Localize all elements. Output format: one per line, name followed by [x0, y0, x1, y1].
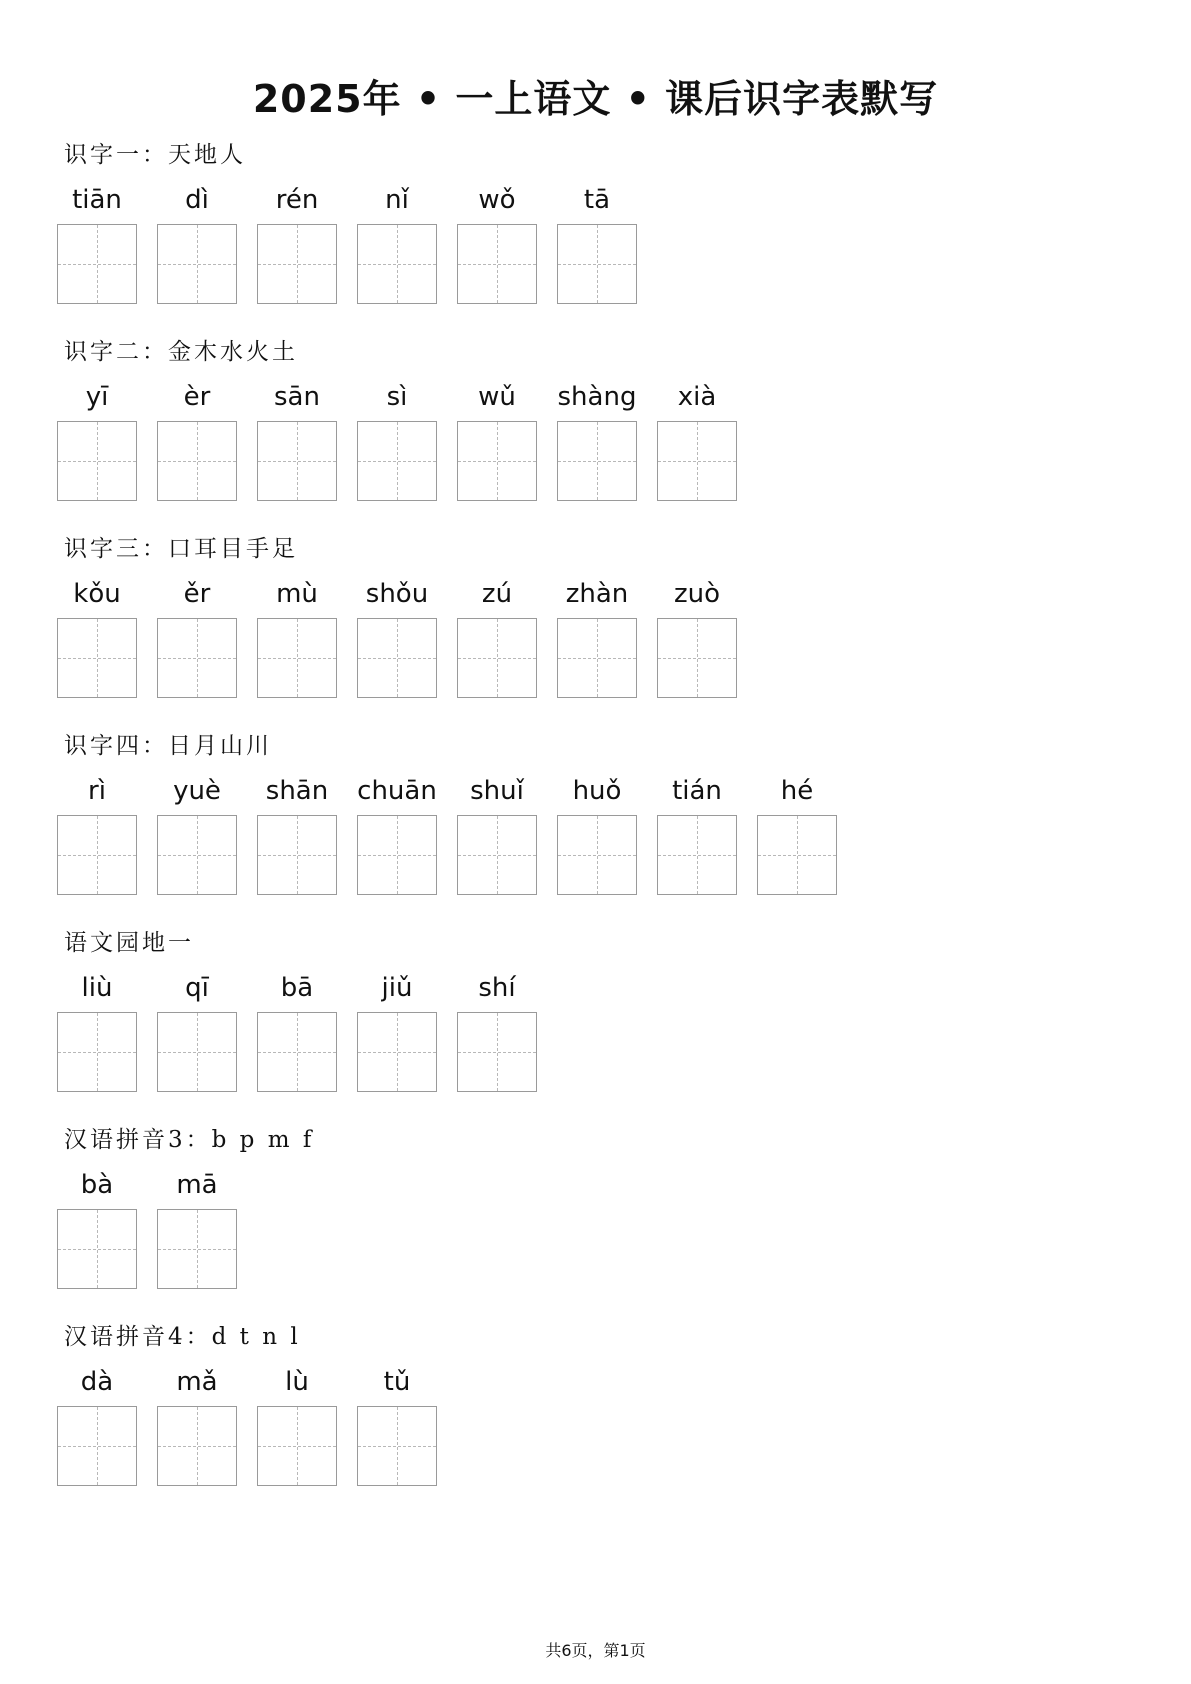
- section-title: 汉语拼音4：d t n l: [64, 1324, 301, 1350]
- guide-line-horizontal: [658, 461, 736, 462]
- pinyin-label: nǐ: [385, 185, 409, 215]
- tianzige-box[interactable]: [657, 618, 737, 698]
- guide-line-horizontal: [358, 461, 436, 462]
- guide-line-horizontal: [458, 1052, 536, 1053]
- pinyin-label: tā: [583, 185, 611, 215]
- guide-line-horizontal: [158, 1052, 236, 1053]
- guide-line-horizontal: [558, 658, 636, 659]
- guide-line-horizontal: [558, 264, 636, 265]
- pinyin-label: shí: [478, 973, 516, 1003]
- page-footer: 共6页，第1页: [545, 1641, 646, 1660]
- tianzige-box[interactable]: [557, 224, 637, 304]
- guide-line-horizontal: [358, 1446, 436, 1447]
- guide-line-horizontal: [558, 855, 636, 856]
- guide-line-horizontal: [158, 658, 236, 659]
- tianzige-box[interactable]: [357, 1012, 437, 1092]
- pinyin-label: zuò: [673, 579, 721, 609]
- tianzige-box[interactable]: [57, 421, 137, 501]
- pinyin-label: kǒu: [73, 579, 121, 609]
- pinyin-label: sān: [274, 382, 320, 412]
- tianzige-box[interactable]: [457, 618, 537, 698]
- pinyin-label: bà: [80, 1170, 114, 1200]
- pinyin-label: yuè: [173, 776, 221, 806]
- tianzige-box[interactable]: [257, 421, 337, 501]
- pinyin-label: shàng: [557, 382, 637, 412]
- guide-line-horizontal: [458, 658, 536, 659]
- guide-line-horizontal: [458, 264, 536, 265]
- guide-line-horizontal: [358, 264, 436, 265]
- tianzige-box[interactable]: [557, 421, 637, 501]
- pinyin-label: shān: [265, 776, 329, 806]
- tianzige-box[interactable]: [457, 815, 537, 895]
- pinyin-label: èr: [183, 382, 211, 412]
- section-title: 汉语拼音3：b p m f: [64, 1127, 315, 1153]
- guide-line-horizontal: [258, 264, 336, 265]
- tianzige-box[interactable]: [57, 224, 137, 304]
- pinyin-label: tián: [672, 776, 722, 806]
- tianzige-box[interactable]: [257, 618, 337, 698]
- tianzige-box[interactable]: [257, 1406, 337, 1486]
- tianzige-box[interactable]: [157, 1209, 237, 1289]
- tianzige-box[interactable]: [157, 1012, 237, 1092]
- tianzige-box[interactable]: [157, 815, 237, 895]
- guide-line-horizontal: [158, 855, 236, 856]
- guide-line-horizontal: [158, 461, 236, 462]
- guide-line-horizontal: [558, 461, 636, 462]
- tianzige-box[interactable]: [557, 618, 637, 698]
- pinyin-label: mā: [176, 1170, 218, 1200]
- pinyin-label: shuǐ: [470, 776, 524, 806]
- tianzige-box[interactable]: [57, 1012, 137, 1092]
- pinyin-label: rì: [88, 776, 106, 806]
- pinyin-label: jiǔ: [381, 973, 413, 1003]
- tianzige-box[interactable]: [257, 1012, 337, 1092]
- pinyin-label: wǔ: [478, 382, 516, 412]
- guide-line-horizontal: [258, 658, 336, 659]
- section-title: 语文园地一: [64, 930, 194, 956]
- pinyin-label: zú: [481, 579, 513, 609]
- tianzige-box[interactable]: [57, 815, 137, 895]
- pinyin-label: sì: [386, 382, 408, 412]
- pinyin-label: xià: [677, 382, 717, 412]
- pinyin-label: tiān: [72, 185, 122, 215]
- pinyin-label: yī: [85, 382, 109, 412]
- pinyin-label: huǒ: [572, 776, 622, 806]
- guide-line-horizontal: [358, 1052, 436, 1053]
- pinyin-label: ěr: [183, 579, 211, 609]
- tianzige-box[interactable]: [157, 618, 237, 698]
- tianzige-box[interactable]: [357, 815, 437, 895]
- tianzige-box[interactable]: [57, 1406, 137, 1486]
- guide-line-horizontal: [758, 855, 836, 856]
- guide-line-horizontal: [58, 1249, 136, 1250]
- tianzige-box[interactable]: [57, 1209, 137, 1289]
- guide-line-horizontal: [658, 855, 736, 856]
- tianzige-box[interactable]: [257, 224, 337, 304]
- section-title: 识字四：日月山川: [64, 733, 272, 759]
- guide-line-horizontal: [258, 1052, 336, 1053]
- pinyin-label: bā: [280, 973, 314, 1003]
- tianzige-box[interactable]: [357, 618, 437, 698]
- guide-line-horizontal: [58, 658, 136, 659]
- section-title: 识字二：金木水火土: [64, 339, 298, 365]
- guide-line-horizontal: [258, 855, 336, 856]
- section-title: 识字一：天地人: [64, 142, 246, 168]
- guide-line-horizontal: [158, 1446, 236, 1447]
- guide-line-horizontal: [258, 1446, 336, 1447]
- pinyin-label: shǒu: [365, 579, 429, 609]
- tianzige-box[interactable]: [457, 421, 537, 501]
- tianzige-box[interactable]: [257, 815, 337, 895]
- pinyin-label: lù: [285, 1367, 309, 1397]
- guide-line-horizontal: [58, 461, 136, 462]
- tianzige-box[interactable]: [757, 815, 837, 895]
- guide-line-horizontal: [58, 855, 136, 856]
- guide-line-horizontal: [458, 461, 536, 462]
- guide-line-horizontal: [58, 1446, 136, 1447]
- tianzige-box[interactable]: [657, 421, 737, 501]
- pinyin-label: zhàn: [565, 579, 629, 609]
- pinyin-label: chuān: [357, 776, 437, 806]
- guide-line-horizontal: [458, 855, 536, 856]
- pinyin-label: liù: [81, 973, 113, 1003]
- tianzige-box[interactable]: [157, 1406, 237, 1486]
- pinyin-label: mǎ: [176, 1367, 218, 1397]
- pinyin-label: tǔ: [383, 1367, 411, 1397]
- pinyin-label: dà: [80, 1367, 114, 1397]
- guide-line-horizontal: [158, 264, 236, 265]
- pinyin-label: mù: [276, 579, 318, 609]
- guide-line-horizontal: [358, 855, 436, 856]
- tianzige-box[interactable]: [557, 815, 637, 895]
- guide-line-horizontal: [258, 461, 336, 462]
- guide-line-horizontal: [658, 658, 736, 659]
- pinyin-label: qī: [185, 973, 209, 1003]
- pinyin-label: dì: [185, 185, 209, 215]
- pinyin-label: wǒ: [478, 185, 516, 215]
- tianzige-box[interactable]: [657, 815, 737, 895]
- tianzige-box[interactable]: [157, 421, 237, 501]
- tianzige-box[interactable]: [457, 1012, 537, 1092]
- tianzige-box[interactable]: [357, 224, 437, 304]
- guide-line-horizontal: [158, 1249, 236, 1250]
- tianzige-box[interactable]: [357, 421, 437, 501]
- pinyin-label: hé: [780, 776, 814, 806]
- guide-line-horizontal: [358, 658, 436, 659]
- section-title: 识字三：口耳目手足: [64, 536, 298, 562]
- tianzige-box[interactable]: [57, 618, 137, 698]
- page-title: 2025年 • 一上语文 • 课后识字表默写: [252, 77, 939, 121]
- guide-line-horizontal: [58, 264, 136, 265]
- tianzige-box[interactable]: [157, 224, 237, 304]
- tianzige-box[interactable]: [357, 1406, 437, 1486]
- pinyin-label: rén: [275, 185, 319, 215]
- guide-line-horizontal: [58, 1052, 136, 1053]
- tianzige-box[interactable]: [457, 224, 537, 304]
